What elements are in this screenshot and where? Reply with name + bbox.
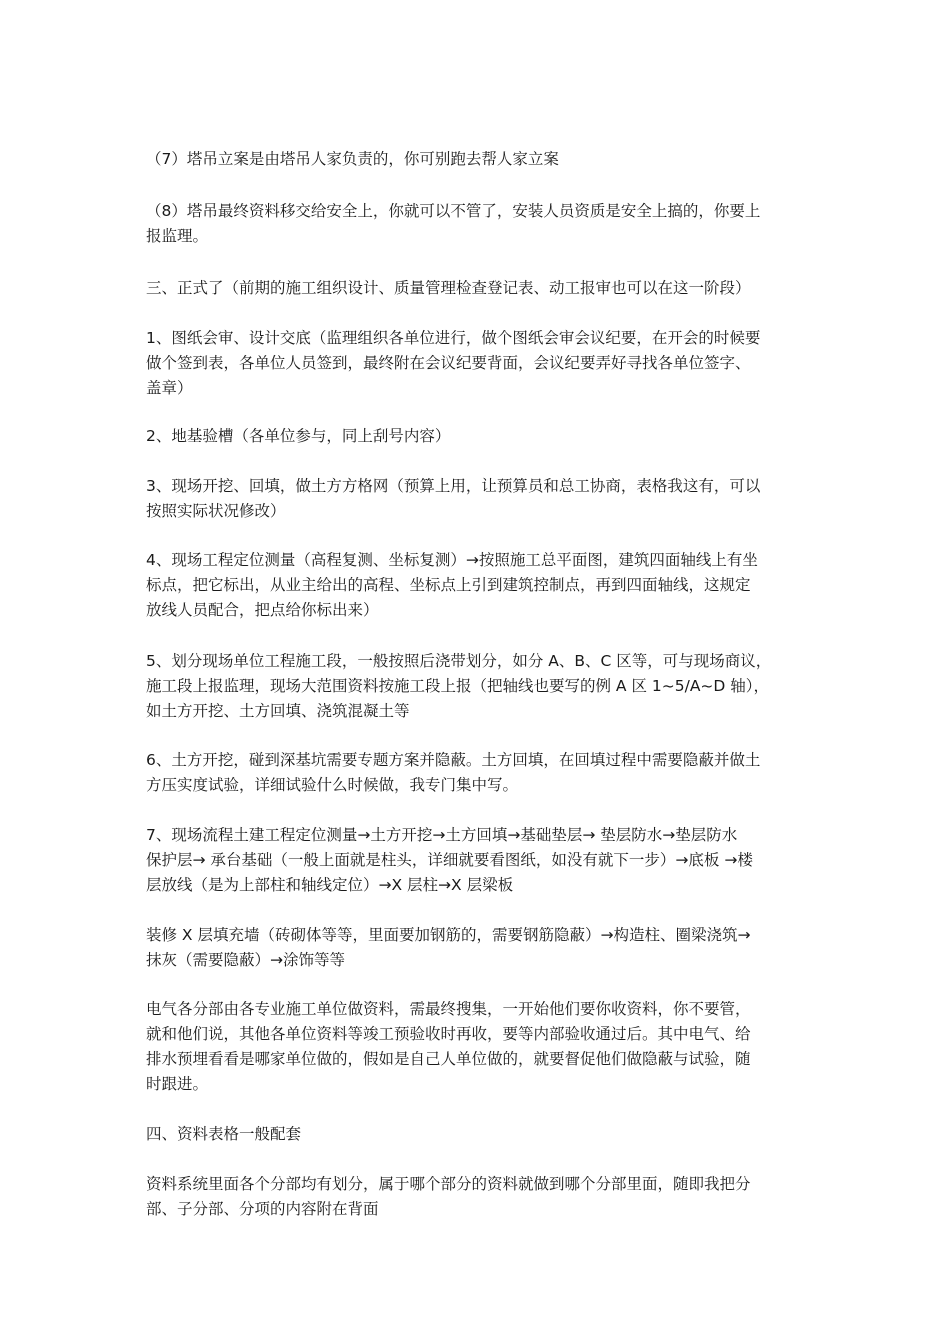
paragraph-electrical-records: 电气各分部由各专业施工单位做资料，需最终搜集，一开始他们要你收资料，你不要管， 就和他们说，其他各单位资料等竣工预验收时再收，要等内部验收通过后。其中电气、给 排水预埋看看是哪家单位做的，假如是自己人单位做的，就要督促他们做隐蔽与试验，随 时跟进。 (146, 1000, 751, 1093)
paragraph-foundation-inspection: 2、地基验槽（各单位参与，同上刮号内容） (146, 427, 451, 445)
paragraph-excavation-backfill: 3、现场开挖、回填，做土方方格网（预算上用，让预算员和总工协商，表格我这有，可以 按照实际状况修改） (146, 477, 761, 520)
paragraph-records-system: 资料系统里面各个分部均有划分，属于哪个部分的资料就做到哪个分部里面，随即我把分 部、子分部、分项的内容附在背面 (146, 1175, 751, 1218)
paragraph-positioning-survey: 4、现场工程定位测量（高程复测、坐标复测）→按照施工总平面图，建筑四面轴线上有坐 标点，把它标出，从业主给出的高程、坐标点上引到建筑控制点，再到四面轴线，这规定 放线人员配合，把点给你标出来） (146, 551, 758, 619)
paragraph-civil-workflow: 7、现场流程土建工程定位测量→土方开挖→土方回填→基础垫层→ 垫层防水→垫层防水 保护层→ 承台基础（一般上面就是柱头，详细就要看图纸，如没有就下一步）→底板 →楼 层放线（是为上部柱和轴线定位）→X 层柱→X 层梁板 (146, 826, 753, 894)
paragraph-tower-crane-registration: （7）塔吊立案是由塔吊人家负责的，你可别跑去帮人家立案 (146, 150, 559, 168)
paragraph-construction-sections: 5、划分现场单位工程施工段，一般按照后浇带划分，如分 A、B、C 区等，可与现场商议， 施工段上报监理，现场大范围资料按施工段上报（把轴线也要写的例 A 区 1~5/A~D 轴）， 如土方开挖、土方回填、浇筑混凝土等 (146, 652, 772, 720)
paragraph-earthwork: 6、土方开挖，碰到深基坑需要专题方案并隐蔽。土方回填，在回填过程中需要隐蔽并做土 方压实度试验，详细试验什么时候做，我专门集中写。 (146, 751, 761, 794)
section-heading-formal-stage: 三、正式了（前期的施工组织设计、质量管理检查登记表、动工报审也可以在这一阶段） (146, 279, 751, 297)
paragraph-tower-crane-handover: （8）塔吊最终资料移交给安全上，你就可以不管了，安装人员资质是安全上搞的，你要上 报监理。 (146, 202, 761, 245)
paragraph-drawing-review: 1、图纸会审、设计交底（监理组织各单位进行，做个图纸会审会议纪要，在开会的时候要 做个签到表，各单位人员签到，最终附在会议纪要背面，会议纪要弄好寻找各单位签字、 盖章） (146, 329, 761, 397)
paragraph-decoration-workflow: 装修 X 层填充墙（砖砌体等等，里面要加钢筋的，需要钢筋隐蔽）→构造柱、圈梁浇筑→ 抹灰（需要隐蔽）→涂饰等等 (146, 926, 751, 969)
section-heading-form-sets: 四、资料表格一般配套 (146, 1125, 302, 1143)
